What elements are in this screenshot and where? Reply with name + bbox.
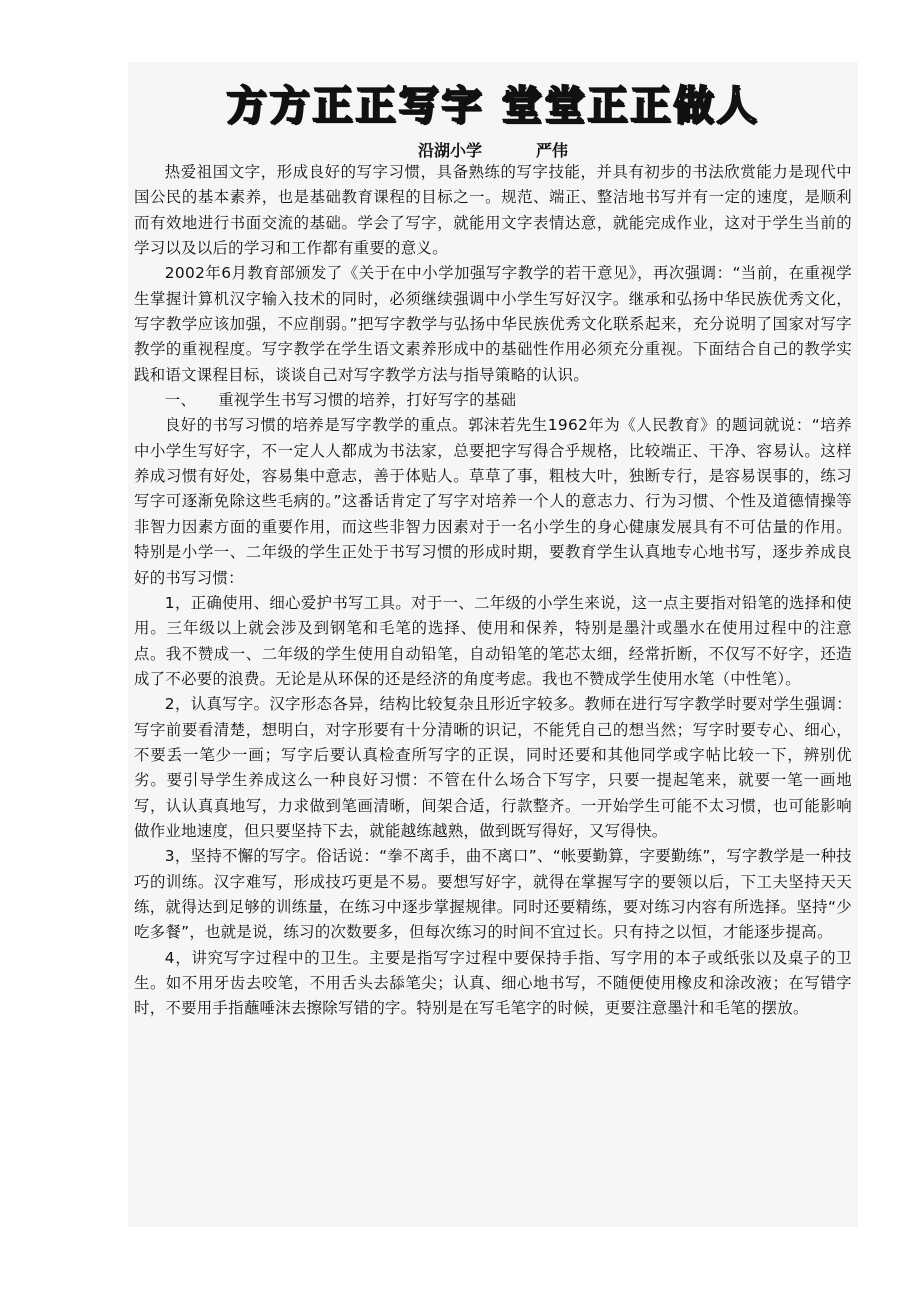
paragraph-policy: 2002年6月教育部颁发了《关于在中小学加强写字教学的若干意见》，再次强调：“当前，在重视学生掌握计算机汉字输入技术的同时，必须继续强调中小学生写好汉字。继承和弘扬中华民族优秀文化，写字教学应该加强，不应削弱。”把写字教学与弘扬中华民族优秀文化联系起来，充分说明了国家对写字教学的重视程度。写字教学在学生语文素养形成中的基础性作用必须充分重视。下面结合自己的教学实践和语文课程目标，谈谈自己对写字教学方法与指导策略的认识。 — [134, 264, 852, 384]
paragraph-habits: 良好的书写习惯的培养是写字教学的重点。郭沫若先生1962年为《人民教育》的题词就说：“培养中小学生写好字，不一定人人都成为书法家，总要把字写得合乎规格，比较端正、干净、容易认。这样养成习惯有好处，容易集中意志，善于体贴人。草草了事，粗枝大叶，独断专行，是容易误事的，练习写字可逐渐免除这些毛病的。”这番话肯定了写字对培养一个人的意志力、行为习惯、个性及道德情操等非智力因素方面的重要作用，而这些非智力因素对于一名小学生的身心健康发展具有不可估量的作用。特别是小学一、二年级的学生正处于书写习惯的形成时期，要教育学生认真地专心地书写，逐步养成良好的书写习惯： — [134, 416, 852, 587]
paragraph-intro: 热爱祖国文字，形成良好的写字习惯，具备熟练的写字技能，并具有初步的书法欣赏能力是现代中国公民的基本素养，也是基础教育课程的目标之一。规范、端正、整洁地书写并有一定的速度，是顺利而有效地进行书面交流的基础。学会了写字，就能用文字表情达意，就能完成作业，这对于学生当前的学习以及以后的学习和工作都有重要的意义。 — [134, 163, 852, 258]
byline — [128, 138, 858, 161]
section-number: 一、 — [164, 391, 197, 410]
author-name: 严伟 — [536, 141, 569, 160]
paragraph-point-4: 4，讲究写字过程中的卫生。主要是指写字过程中要保持手指、写字用的本子或纸张以及桌子的卫生。如不用牙齿去咬笔，不用舌头去舔笔尖；认真、细心地书写，不随便使用橡皮和涂改液；在写错字时，不要用手指蘸唾沫去擦除写错的字。特别是在写毛笔字的时候，更要注意墨汁和毛笔的摆放。 — [134, 948, 852, 1018]
paragraph-point-1: 1，正确使用、细心爱护书写工具。对于一、二年级的小学生来说，这一点主要指对铅笔的选择和使用。三年级以上就会涉及到钢笔和毛笔的选择、使用和保养，特别是墨汁或墨水在使用过程中的注意点。我不赞成一、二年级的学生使用自动铅笔，自动铅笔的笔芯太细，经常折断，不仅写不好字，还造成了不必要的浪费。无论是从环保的还是经济的角度考虑。我也不赞成学生使用水笔（中性笔）。 — [134, 593, 852, 688]
paragraph-point-2: 2，认真写字。汉字形态各异，结构比较复杂且形近字较多。教师在进行写字教学时要对学生强调：写字前要看清楚，想明白，对字形要有十分清晰的识记，不能凭自己的想当然；写字时要专心、细心，不要丢一笔少一画；写字后要认真检查所写字的正误，同时还要和其他同学或字帖比较一下，辨别优劣。要引导学生养成这么一种良好习惯：不管在什么场合下写字，只要一提起笔来，就要一笔一画地写，认认真真地写，力求做到笔画清晰，间架合适，行款整齐。一开始学生可能不太习惯，也可能影响做作业地速度，但只要坚持下去，就能越练越熟，做到既写得好，又写得快。 — [134, 695, 852, 840]
document-body — [134, 160, 852, 1022]
section-heading-text: 重视学生书写习惯的培养，打好写字的基础 — [218, 391, 517, 410]
document-page — [128, 62, 858, 1227]
paragraph-point-3: 3，坚持不懈的写字。俗话说：“拳不离手，曲不离口”、“帐要勤算，字要勤练”，写字教学是一种技巧的训练。汉字难写，形成技巧更是不易。要想写好字，就得在掌握写字的要领以后，下工夫坚持天天练，就得达到足够的训练量，在练习中逐步掌握规律。同时还要精练，要对练习内容有所选择。坚持“少吃多餐”，也就是说，练习的次数要多，但每次练习的时间不宜过长。只有持之以恒，才能逐步提高。 — [134, 847, 852, 942]
section-heading — [134, 388, 852, 413]
document-title: 方方正正写字 堂堂正正做人 — [226, 83, 760, 129]
school-name: 沿湖小学 — [417, 141, 482, 160]
